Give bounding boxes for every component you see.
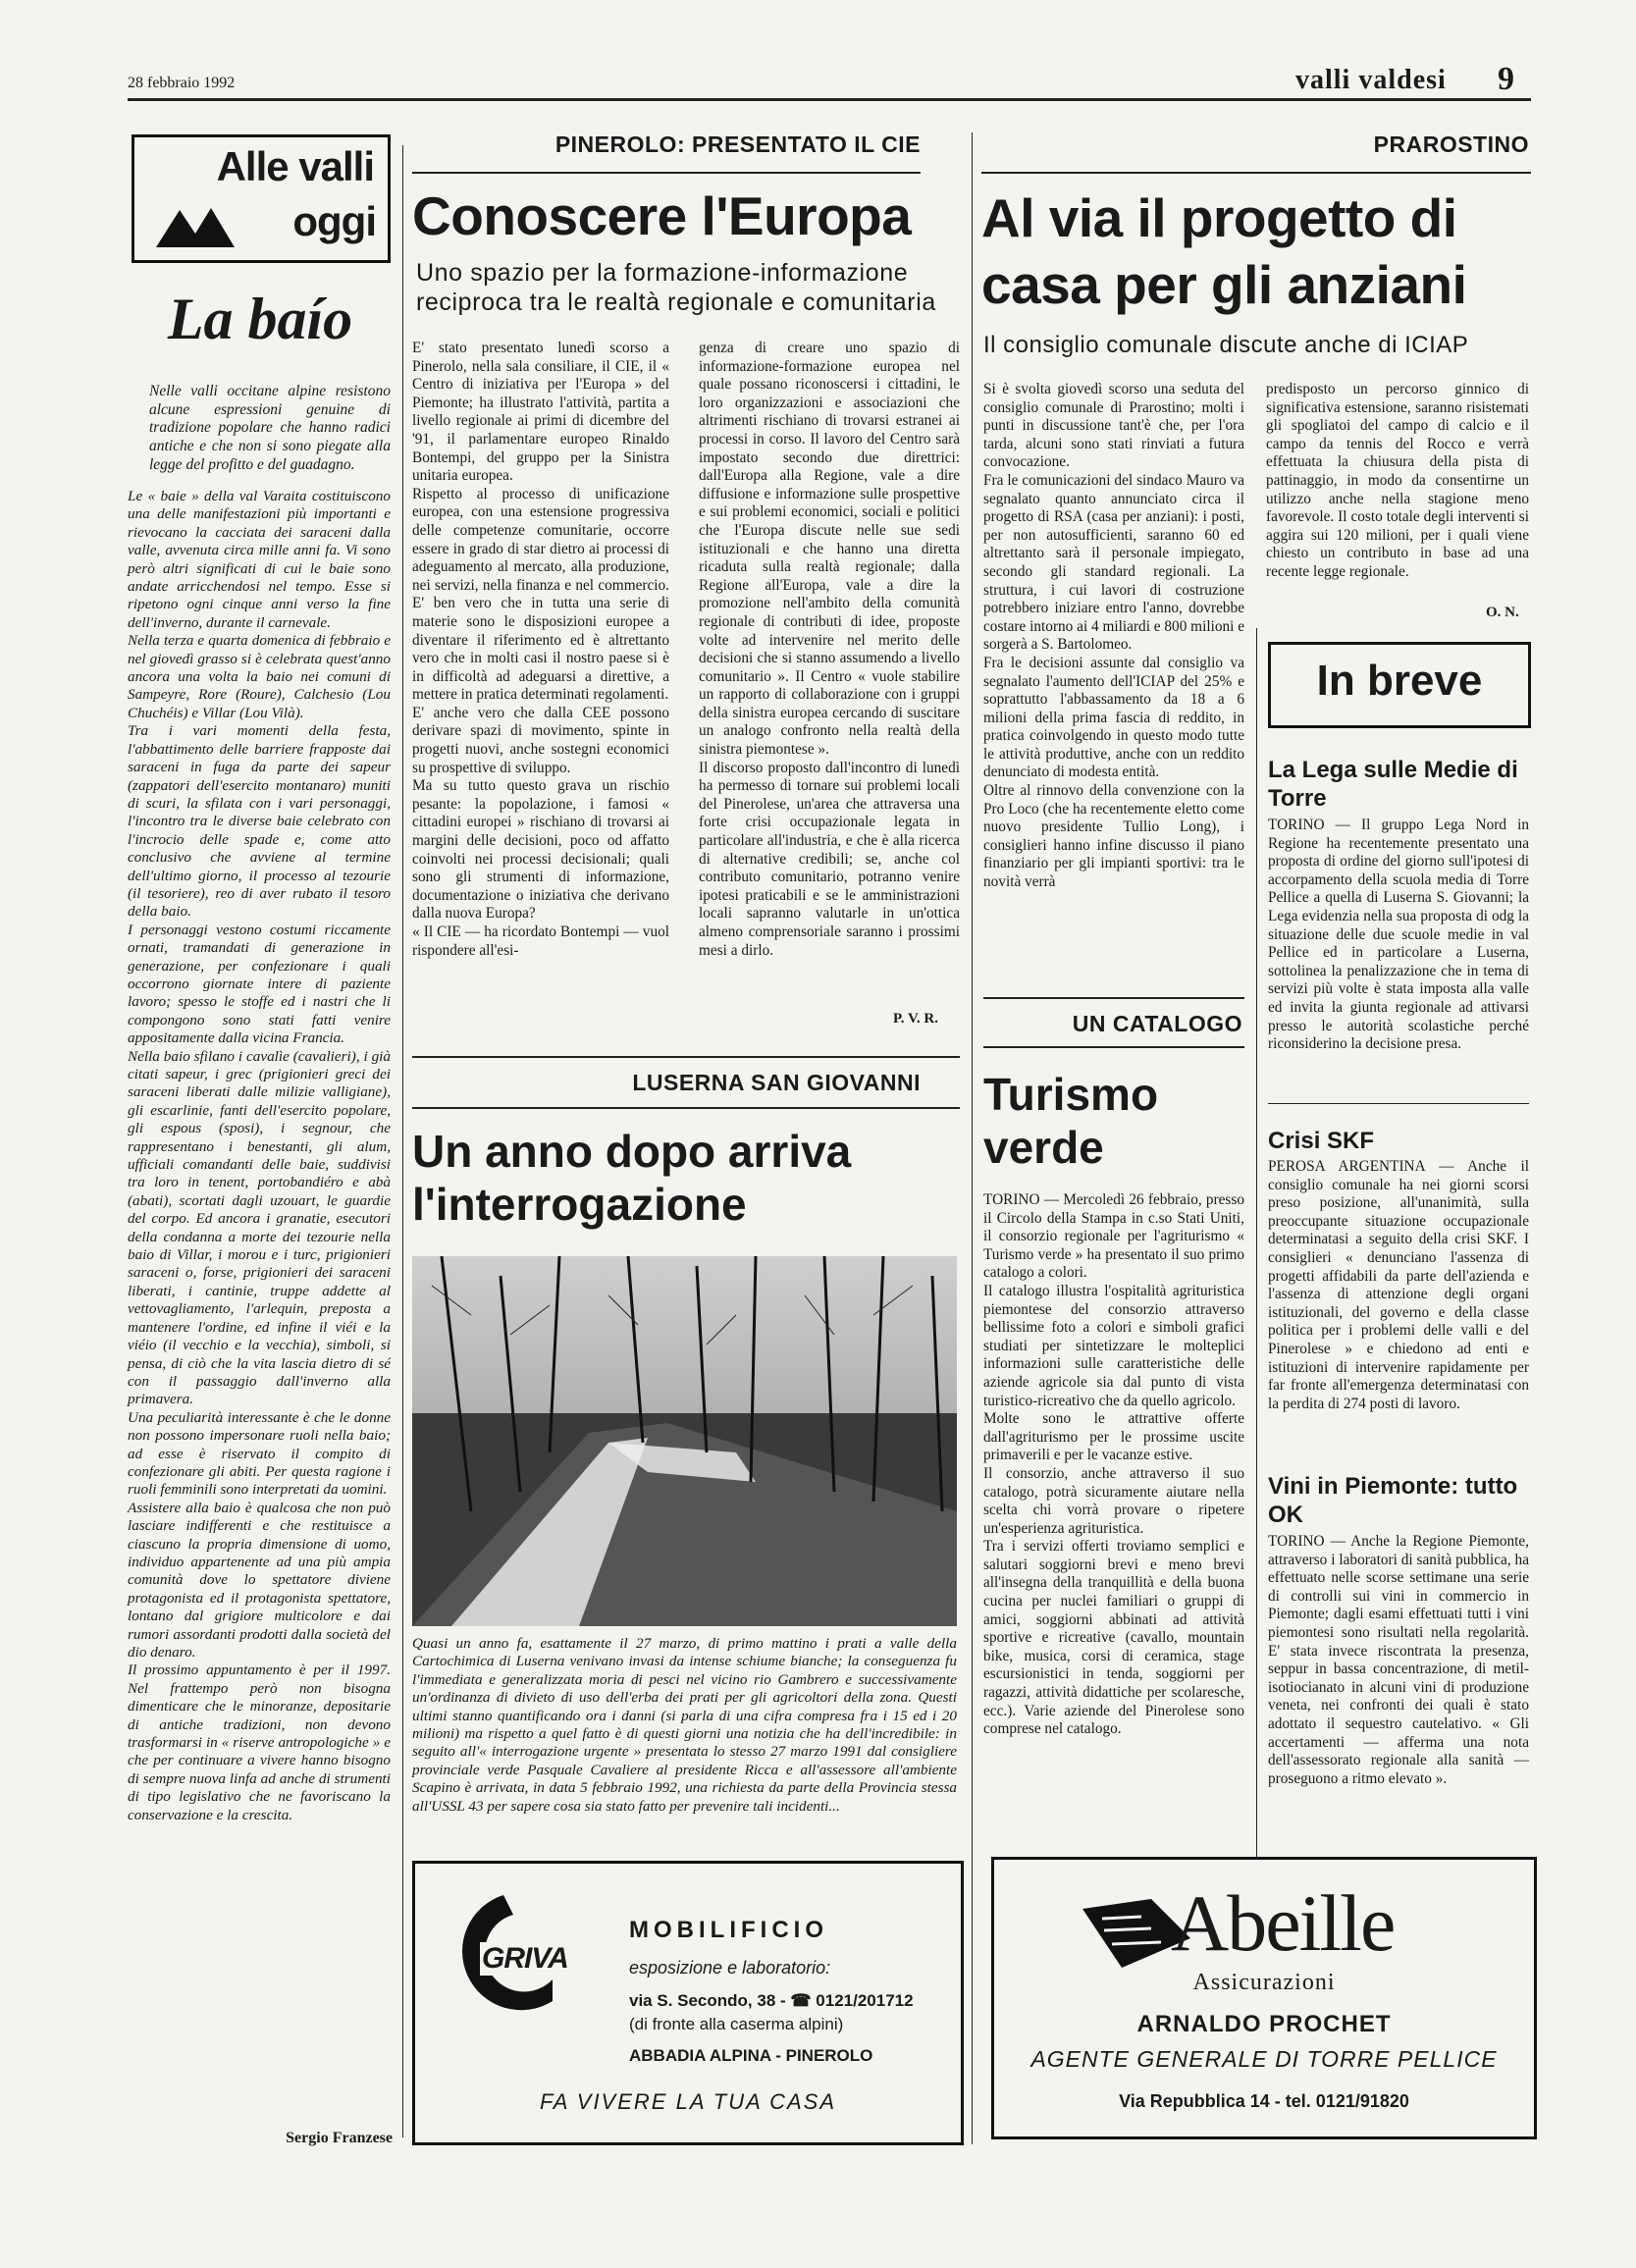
column-divider-mid — [972, 132, 973, 2144]
europa-subtitle: Uno spazio per la formazione-informazione reciproca tra le realtà regionale e comunitaria — [416, 259, 936, 316]
column-divider-right — [1256, 628, 1257, 1874]
baio-author: Sergio Franzese — [286, 2130, 393, 2146]
anziani-subtitle: Il consiglio comunale discute anche di ICIAP — [983, 332, 1469, 358]
turismo-body: TORINO — Mercoledì 26 febbraio, presso il Circolo della Stampa in c.so Stati Uniti, il consorzio regionale per l'agriturismo « Turismo verde » ha presentato il suo primo catalogo a colori. Il catalogo illustra l'ospitalità agrituristica piemontese del consorzio attraverso bellissime foto a colori e simboli grafici studiati per sintetizzare le molteplici informazioni sulle caratteristiche delle aziende agricole sia dal punto di vista turistico-ricreativo che da quello agricolo. Molte sono le attrattive offerte dall'agriturismo per le prossime uscite primaverili e per le vacanze estive. Il consorzio, anche attraverso il suo catalogo, potrà sicuramente aiutare nella scelta chi vorrà provare o ripetere un'esperienza agrituristica. Tra i servizi offerti troviamo semplici e salutari soggiorni brevi e meno brevi all'insegna della tranquillità e della buona cucina per nuclei familiari o gruppi di amici, soggiorni abbinati ad attività sportive e ricreative (cavallo, mountain bike, musica, corsi di ceramica, stage escursionistici in tenda, soggiorni per ragazzi, attività didattiche per scolaresche, ecc.). Varie aziende del Pinerolese sono comprese nel catalogo. — [983, 1191, 1244, 1738]
breve-title-3: Vini in Piemonte: tutto OK — [1268, 1473, 1518, 1528]
turismo-title: Turismo verde — [983, 1069, 1159, 1173]
header-rule — [128, 98, 1531, 101]
abeille-role: AGENTE GENERALE DI TORRE PELLICE — [1030, 2046, 1498, 2072]
griva-title: MOBILIFICIO — [629, 1917, 828, 1943]
europa-title: Conoscere l'Europa — [412, 185, 912, 246]
griva-logo: GRIVA — [482, 1942, 568, 1975]
europa-author: P. V. R. — [893, 1011, 938, 1027]
griva-slogan: FA VIVERE LA TUA CASA — [540, 2089, 836, 2114]
baio-body: Le « baie » della val Varaita costituiscono una delle manifestazioni più importanti e rievocano la cacciata dei saraceni dalla valle, avvenuta circa mille anni fa. Vi sono però altri significati di cui le baie sono andate arricchendosi nel tempo. Esse si ripetono ogni cinque anni verso la fine dell'inverno, durante il carnevale. Nella terza e quarta domenica di febbraio e nel giovedì grasso si è celebrata quest'anno ancora una volta la baio nei comuni di Sampeyre, Rore (Roure), Calchesio (Lou Chuchéis) e Villar (Lou Vilà). Tra i vari momenti della festa, l'abbattimento delle barriere frapposte dai saraceni in fuga da parte dei sapeur (zappatori dell'esercito montanaro) muniti di scuri, la sfilata con i vari personaggi, l'incontro tra le diverse baie celebrato con l'incrocio delle spade e, come atto conclusivo che avviene al termine dell'ultimo giorno, il processo al tezourie (il tesoriere), reo di aver rubato il tesoro della baio. I personaggi vestono costumi riccamente ornati, tramandati di generazione in generazione, per confezionare i quali occorrono giornate intere di paziente lavoro; spesso le stoffe ed i nastri che li compongono sono stati fatti venire appositamente dalla vicina Francia. Nella baio sfilano i cavalìe (cavalieri), i già citati sapeur, i grec (prigionieri greci dei saraceni liberati dalle milizie valligiane), gli escarlinie, fanti dell'esercito popolare, gli espous (sposi), i segnour, che rappresentano i benestanti, gli alum, ufficiali comandanti delle baie, suddivisi tra loro in tenent, portobandiéro e abà (abati), scortati dagli uzouart, le guardie del corpo. Ed ancora i granatie, esecutori della condanna a morte dei tezourie nella baio di Villar, i morou e i turc, prigionieri saraceni o, forse, prigionieri dei saraceni liberati, i cantinie, truppe addette al vettovagliamento, l'arlequin, preposta a mantenere l'ordine, ed infine il viéi e la viéio (il vecchio e la vecchia), simboli, si pensa, di ciò che la vita lascia dietro di sé con il passaggio dall'inverno alla primavera. Una peculiarità interessante è che le donne non possono impersonare ruoli nella baio; ad esse è riservato il compito di confezionare gli abiti. Per questa ragione i ruoli femminili sono interpretati da uomini. Assistere alla baio è qualcosa che non può lasciare indifferenti e che restituisce a ciascuno la propria dimensione di uomo, individuo appartenente ad una più ampia comunità dove lo spettatore diviene protagonista ed il protagonista spettatore, lontano dal grigiore multicolore e dai rumori assordanti prodotti dalla società del dio denaro. Il prossimo appuntamento è per il 1997. Nel frattempo però non bisogna dimenticare che le minoranze, depositarie di antiche tradizioni, non devono trasformarsi in « riserve antropologiche » e che per continuare a vivere hanno bisogno di sempre nuova linfa ad anche di strumenti di tipo legislativo che ne favoriscano la conservazione e la crescita. — [128, 488, 391, 1823]
abeille-name: ARNALDO PROCHET — [1136, 2011, 1392, 2037]
breve-rule-1 — [1268, 1103, 1529, 1104]
europa-col1: E' stato presentato lunedì scorso a Pinerolo, nella sala consiliare, il CIE, il « Centro di iniziativa per l'Europa » del Piemonte; ha illustrato l'attività, partita a livello regionale ai primi di dicembre del '91, il parlamentare europeo Rinaldo Bontempi, del gruppo per la Sinistra unitaria europea. Rispetto al processo di unificazione europea, con una estensione progressiva delle competenze comunitarie, occorre essere in grado di star dietro ai processi di adeguamento al mercato, alla produzione, nei servizi, nella finanza e nel commercio. E' ben vero che in tutta una serie di materie sono le disposizioni europee a diventare il riferimento ed è altrettanto vero che in molti casi il nostro paese si è in difficoltà ad adeguarsi a direttive, a mettere in pratica determinati regolamenti. E' anche vero che dalla CEE possono derivare spazi di movimento, spinte in progetti nuovi, anche sostegni economici su prospettive di sviluppo. Ma su tutto questo grava un rischio pesante: la popolazione, i famosi « cittadini europei » rischiano di trovarsi ai margini delle decisioni, poco od affatto coinvolti nei processi decisionali; quali sono gli strumenti di informazione, documentazione o iniziativa che derivano dalla nuova Europa? « Il CIE — ha ricordato Bontempi — vuol rispondere all'esi- — [412, 340, 669, 959]
abeille-logo: Abeille — [1171, 1878, 1395, 1968]
column-divider-left — [402, 145, 403, 2137]
europa-kicker-rule — [412, 172, 921, 174]
ad-griva — [412, 1861, 964, 2145]
column-logo-line2: oggi — [292, 198, 376, 244]
baio-intro: Nelle valli occitane alpine resistono alcune espressioni genuine di tradizione popolare che hanno radici antiche e che non si sono piegate alla legge del profitto e del guadagno. — [149, 383, 391, 473]
europa-col2: genza di creare uno spazio di informazione-formazione europea nel quale possano riconoscersi i cittadini, le loro organizzazioni e associazioni che altrimenti rischiano di trovarsi estranei ai processi in corso. Il lavoro del Centro sarà impostato secondo due direttrici: dall'Europa alla Regione, vale a dire diffusione e informazione sulle prospettive e sui problemi economici, sociali e politici che l'Europa discute nelle sue sedi istituzionali e che hanno una diretta ricaduta sulla realtà regionale; dalla Regione all'Europa, vale a dire la promozione nell'ambito della comunità regionale di contributi di idee, proposte volte ad intervenire nel merito delle decisioni che si stanno assumendo a livello comunitario ». Il Centro « vuole stabilire un rapporto di collaborazione con i gruppi della sinistra europea cercando di suscitare un analogo confronto nella realtà della sinistra piemontese ». Il discorso proposto dall'incontro di lunedì ha permesso di tornare sui problemi locali del Pinerolese, un'area che attraversa una forte crisi occupazionale legata in particolare all'industria, e che è alla ricerca di alternative credibili; se, anche col contributo comunitario, potranno venire ipotesi praticabili e se le amministrazioni locali sapranno valutarle in un'ottica almeno comprensoriale saranno i prossimi mesi a dirlo. — [699, 340, 960, 959]
griva-line4: ABBADIA ALPINA - PINEROLO — [629, 2046, 873, 2065]
breve-title-1: La Lega sulle Medie di Torre — [1268, 757, 1518, 812]
newspaper-name: valli valdesi — [1295, 65, 1447, 95]
griva-line3: (di fronte alla caserma alpini) — [629, 2015, 844, 2033]
baio-article — [128, 285, 393, 2149]
photo-caption: Quasi un anno fa, esattamente il 27 marzo, di primo mattino i prati a valle della Cartochimica di Luserna venivano invasi da intense schiume bianche; la conseguenza fu l'immediata e generalizzata moria di pesci nel vicino rio Gambrero e successivamente un'ordinanza di divieto di uso dell'erba dei prati per gli agricoltori della zona. Questi ultimi stanno quantificando ora i danni (si parla di una cifra compresa fra i 15 ed i 20 milioni) ma rispetto a quel fatto è di questi giorni una notizia che ha dell'incredibile: in seguito all'« interrogazione urgente » presentata lo stesso 27 marzo 1991 dal consigliere provinciale verde Pasquale Cavaliere al presidente Ricca e all'assessore all'ambiente Scapino è arrivata, in data 5 febbraio 1992, una richiesta da parte della Provincia stessa all'USSL 43 per sapere cosa sia stato fatto per prevenire tali incidenti... — [412, 1635, 957, 1815]
abeille-sub: Assicurazioni — [1192, 1970, 1336, 1995]
breve-title-2: Crisi SKF — [1268, 1128, 1375, 1154]
turismo-top-rule — [983, 997, 1244, 999]
ad-abeille — [991, 1857, 1537, 2139]
luserna-kicker-rule — [412, 1107, 960, 1109]
anziani-author: O. N. — [1486, 605, 1519, 620]
landscape-photo-icon — [412, 1256, 957, 1626]
breve-box — [1268, 642, 1531, 728]
issue-date: 28 febbraio 1992 — [128, 75, 236, 91]
baio-title: La baío — [167, 287, 353, 351]
anziani-col2: predisposto un percorso ginnico di significativa estensione, saranno risistemati gli spogliatoi del campo di calcio e il campo da tennis del Rocco e verrà effettuata la chiusura della pista di pattinaggio, in modo da consentirne un utilizzo anche nella stagione meno favorevole. Il costo totale degli interventi si aggira sui 120 milioni, per i quali viene chiesto un contributo in base ad una recente legge regionale. — [1266, 381, 1529, 580]
column-logo — [132, 134, 391, 263]
breve-body-1: TORINO — Il gruppo Lega Nord in Regione ha recentemente presentato una proposta di ordine del giorno sull'ipotesi di accorpamento della scuola media di Torre Pellice a quella di Luserna S. Giovanni; la Lega evidenzia nella sua proposta di odg la situazione delle due scuole medie in val Pellice ed in particolare a Luserna, sottolinea la penalizzazione che in tema di servizi più volte è stata imposta alla valle ed invita la giunta regionale ad attivarsi presso le autorità scolastiche perché riconsiderino la decisione presa. — [1268, 817, 1529, 1053]
anziani-kicker: PRAROSTINO — [1373, 132, 1529, 157]
breve-body-2: PEROSA ARGENTINA — Anche il consiglio comunale ha nei giorni scorsi preso posizione, all'unanimità, sulla preoccupante situazione occupazionale determinatasi a seguito della crisi SKF. I consiglieri « denunciano l'assenza di progetti affidabili da parte dell'azienda e l'assenza di attenzione degli organi istituzionali, del governo e della classe politica per i problemi delle valli e del Pinerolese » e chiedono ad enti e istituzioni di intervenire rapidamente per far fronte all'emergenza determinatasi con la perdita di 274 posti di lavoro. — [1268, 1158, 1529, 1412]
abeille-address: Via Repubblica 14 - tel. 0121/91820 — [1119, 2091, 1409, 2111]
griva-line2: via S. Secondo, 38 - ☎ 0121/201712 — [629, 1991, 914, 2010]
luserna-top-rule — [412, 1056, 960, 1058]
anziani-col1: Si è svolta giovedì scorso una seduta del consiglio comunale di Prarostino; molti i punti in discussione tant'è che, per l'ora tarda, alcuni sono stati rinviati a futura convocazione. Fra le comunicazioni del sindaco Mauro va segnalato quanto annunciato circa il progetto di RSA (casa per anziani): i posti, per non autosufficienti, saranno 60 ed altrettanto sarà il personale impiegato, secondo gli standard regionali. La struttura, i cui lavori di costruzione potrebbero iniziare entro l'anno, dovrebbe costare intorno ai 4 miliardi e 800 milioni e sorgerà a S. Bartolomeo. Fra le decisioni assunte dal consiglio va segnalato l'aumento dell'ICIAP del 25% e soprattutto l'abbassamento da 18 a 6 milioni della prima fascia di reddito, in pratica coinvolgendo in questo modo tutte le attività produttive, anche con un reddito denunciato di modesta entità. Oltre al rinnovo della convenzione con la Pro Loco (che ha recentemente eletto come nuovo presidente Tullio Long), i consiglieri hanno infine discusso il piano finanziario per gli impianti sportivi: tra le novità verrà — [983, 381, 1244, 891]
schiuma-photo — [412, 1256, 957, 1626]
page-header — [128, 61, 1521, 100]
turismo-kicker-rule — [983, 1046, 1244, 1048]
griva-line1: esposizione e laboratorio: — [629, 1958, 831, 1978]
breve-body-3: TORINO — Anche la Regione Piemonte, attraverso i laboratori di sanità pubblica, ha effettuato nelle scorse settimane una serie di controlli sui vini in commercio in Piemonte; dagli esami effettuati tutti i vini piemontesi sono risultati nella regolarità. E' stata invece riscontrata la presenza, seppur in bassa concentrazione, di metil-isotiocianato in alcuni vini di produzione veneta, nei confronti dei quali è stato adottato il sequestro cautelativo. « Gli accertamenti — afferma una nota dell'assessorato regionale alla sanità — proseguono a ritmo elevato ». — [1268, 1533, 1529, 1787]
mountain-icon — [156, 204, 249, 247]
luserna-title: Un anno dopo arriva l'interrogazione — [412, 1126, 852, 1230]
anziani-kicker-rule — [981, 172, 1531, 174]
page-number: 9 — [1498, 61, 1514, 97]
luserna-kicker: LUSERNA SAN GIOVANNI — [632, 1070, 921, 1095]
breve-label: In breve — [1316, 657, 1483, 705]
anziani-title: Al via il progetto di casa per gli anziani — [981, 187, 1467, 315]
turismo-kicker: UN CATALOGO — [1072, 1011, 1242, 1036]
europa-kicker: PINEROLO: PRESENTATO IL CIE — [554, 132, 921, 157]
column-logo-line1: Alle valli — [216, 143, 374, 189]
